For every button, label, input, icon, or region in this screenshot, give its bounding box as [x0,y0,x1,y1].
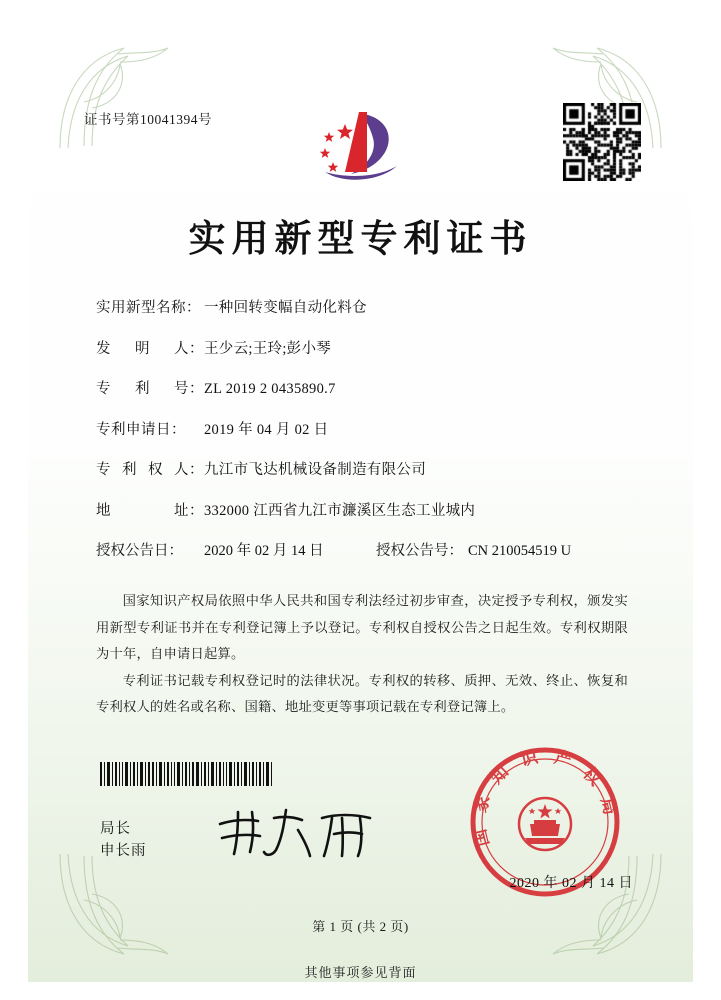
field-label: 授权公告号： [376,543,463,559]
field-label-part: 权 [148,462,163,478]
field-value: ZL 2019 2 0435890.7 [204,381,336,397]
certificate-number: 证书号第10041394号 [84,112,212,127]
page-number: 第 1 页 (共 2 页) [312,919,409,934]
field-inventor [96,337,636,358]
field-label: 专利申请日： [96,421,186,438]
field-value: 332000 江西省九江市濂溪区生态工业城内 [204,502,476,519]
field-grant-date [96,539,376,560]
field-label-part: 址： [174,502,204,519]
field-grant-row [96,539,636,560]
field-label-part: 地 [96,502,111,519]
field-label [96,337,204,358]
field-label [96,499,204,520]
svg-text:识: 识 [518,747,540,771]
qr-code [563,103,641,181]
svg-text:知: 知 [486,762,513,789]
corner-flourish-icon [58,850,208,960]
field-value: 王少云;王玲;彭小琴 [204,340,332,357]
field-label-part: 利 [122,462,137,478]
field-label-part: 利 [135,381,150,397]
svg-text:产: 产 [551,747,574,772]
field-value: 九江市飞达机械设备制造有限公司 [204,462,426,478]
field-value: 2019 年 04 月 02 日 [204,421,329,438]
field-label [96,458,204,479]
director-signature [212,806,382,862]
issue-date: 2020 年 02 月 14 日 [509,876,633,891]
page-title: 实用新型专利证书 [188,216,533,260]
svg-text:局: 局 [596,795,620,817]
field-label: 实用新型名称： [96,300,201,316]
field-label: 授权公告日： [96,543,183,559]
field-value: 一种回转变幅自动化料仓 [204,300,367,316]
footnote: 其他事项参见背面 [304,965,417,980]
svg-text:权: 权 [578,763,605,790]
director-name: 申长雨 [100,843,147,860]
field-label-part: 人： [174,462,204,478]
field-patent-number [96,377,636,398]
legal-paragraph-1: 国家知识产权局依照中华人民共和国专利法经过初步审查，决定授予专利权，颁发实用新型专利证书并在专利登记簿上予以登记。专利权自授权公告之日起生效。专利权期限为十年，自申请日起算。 [96,593,628,662]
field-address [96,499,636,520]
field-value: 2020 年 02 月 14 日 [204,543,324,559]
field-utility-model-name [96,296,636,317]
director-label: 局长 [100,821,131,837]
cnipa-logo-icon [305,108,415,186]
field-label-part: 人： [174,340,204,357]
field-value: CN 210054519 U [468,543,572,559]
svg-text:家: 家 [470,793,495,816]
field-label-part: 发 [96,340,111,357]
field-label-part: 专 [96,462,111,478]
field-grant-publication-number [376,539,636,560]
field-application-date [96,418,636,439]
legal-paragraph-2: 专利证书记载专利权登记时的法律状况。专利权的转移、质押、无效、终止、恢复和专利权人的姓名或名称、国籍、地址变更等事项记载在专利登记簿上。 [96,672,628,715]
field-list [96,296,636,580]
svg-text:国: 国 [470,827,494,849]
field-label [96,377,204,398]
field-label-part: 专 [96,381,111,397]
field-patentee [96,458,636,479]
field-label-part: 号： [174,381,204,397]
barcode [100,762,272,786]
director-block [100,818,147,863]
legal-body-text [96,588,628,721]
corner-flourish-icon [58,42,208,152]
field-label-part: 明 [135,340,150,357]
